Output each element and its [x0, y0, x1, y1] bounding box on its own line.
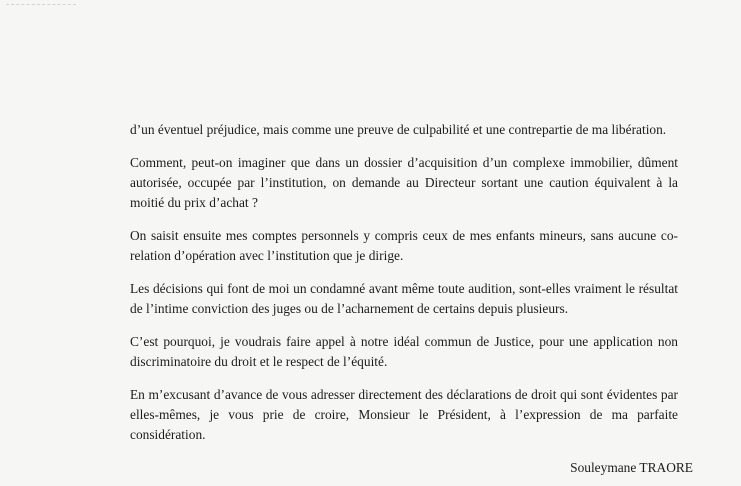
scan-artifact: [6, 4, 76, 11]
paragraph-6: En m’excusant d’avance de vous adresser directement des déclarations de droit qui sont évidentes par elles-mêmes, je vous prie de croire, Monsieur le Président, à l’expression de ma parfaite considération.: [130, 387, 678, 442]
paragraph-5: C’est pourquoi, je voudrais faire appel à notre idéal commun de Justice, pour une application non discriminatoire du droit et le respect de l’équité.: [130, 334, 678, 369]
signature-name: Souleymane TRAORE: [570, 460, 693, 475]
paragraph-2: Comment, peut-on imaginer que dans un dossier d’acquisition d’un complexe immobilier, dûment autorisée, occupée par l’institution, on demande au Directeur sortant une caution équivalent à la moitié du prix d’achat ?: [130, 155, 678, 210]
paragraph-4: Les décisions qui font de moi un condamné avant même toute audition, sont-elles vraiment le résultat de l’intime conviction des juges ou de l’acharnement de certains depuis plusieurs.: [130, 281, 678, 316]
paragraph-1: d’un éventuel préjudice, mais comme une preuve de culpabilité et une contrepartie de ma libération.: [130, 122, 667, 137]
letter-body: [130, 120, 678, 458]
paragraph-3: On saisit ensuite mes comptes personnels y compris ceux de mes enfants mineurs, sans aucune co-relation d’opération avec l’institution que je dirige.: [130, 228, 678, 263]
